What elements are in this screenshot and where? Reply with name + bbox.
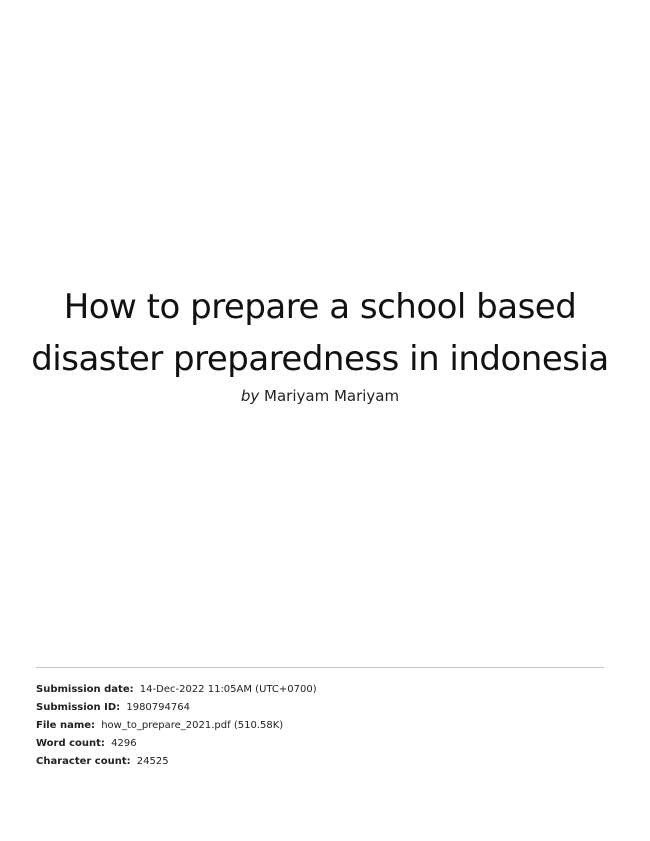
author-name: Mariyam Mariyam: [264, 387, 400, 405]
submission-details: [36, 681, 317, 771]
document-title: How to prepare a school based disaster preparedness in indonesia: [31, 287, 609, 379]
file-name-value: how_to_prepare_2021.pdf (510.58K): [101, 720, 284, 731]
submission-id-row: [36, 699, 317, 717]
character-count-value: 24525: [136, 756, 169, 767]
word-count-row: [36, 735, 317, 753]
divider: [36, 667, 604, 668]
submission-date-value: 14-Dec-2022 11:05AM (UTC+0700): [139, 684, 317, 695]
character-count-label: Character count:: [36, 756, 131, 767]
file-name-label: File name:: [36, 720, 96, 731]
submission-date-label: Submission date:: [36, 684, 134, 695]
submission-date-row: [36, 681, 317, 699]
byline: [20, 386, 620, 406]
byline-prefix: by: [240, 387, 260, 405]
submission-id-label: Submission ID:: [36, 702, 121, 713]
file-name-row: [36, 717, 317, 735]
submission-id-value: 1980794764: [126, 702, 190, 713]
cover-title-block: [20, 281, 620, 406]
word-count-label: Word count:: [36, 738, 105, 749]
word-count-value: 4296: [111, 738, 137, 749]
character-count-row: [36, 753, 317, 771]
